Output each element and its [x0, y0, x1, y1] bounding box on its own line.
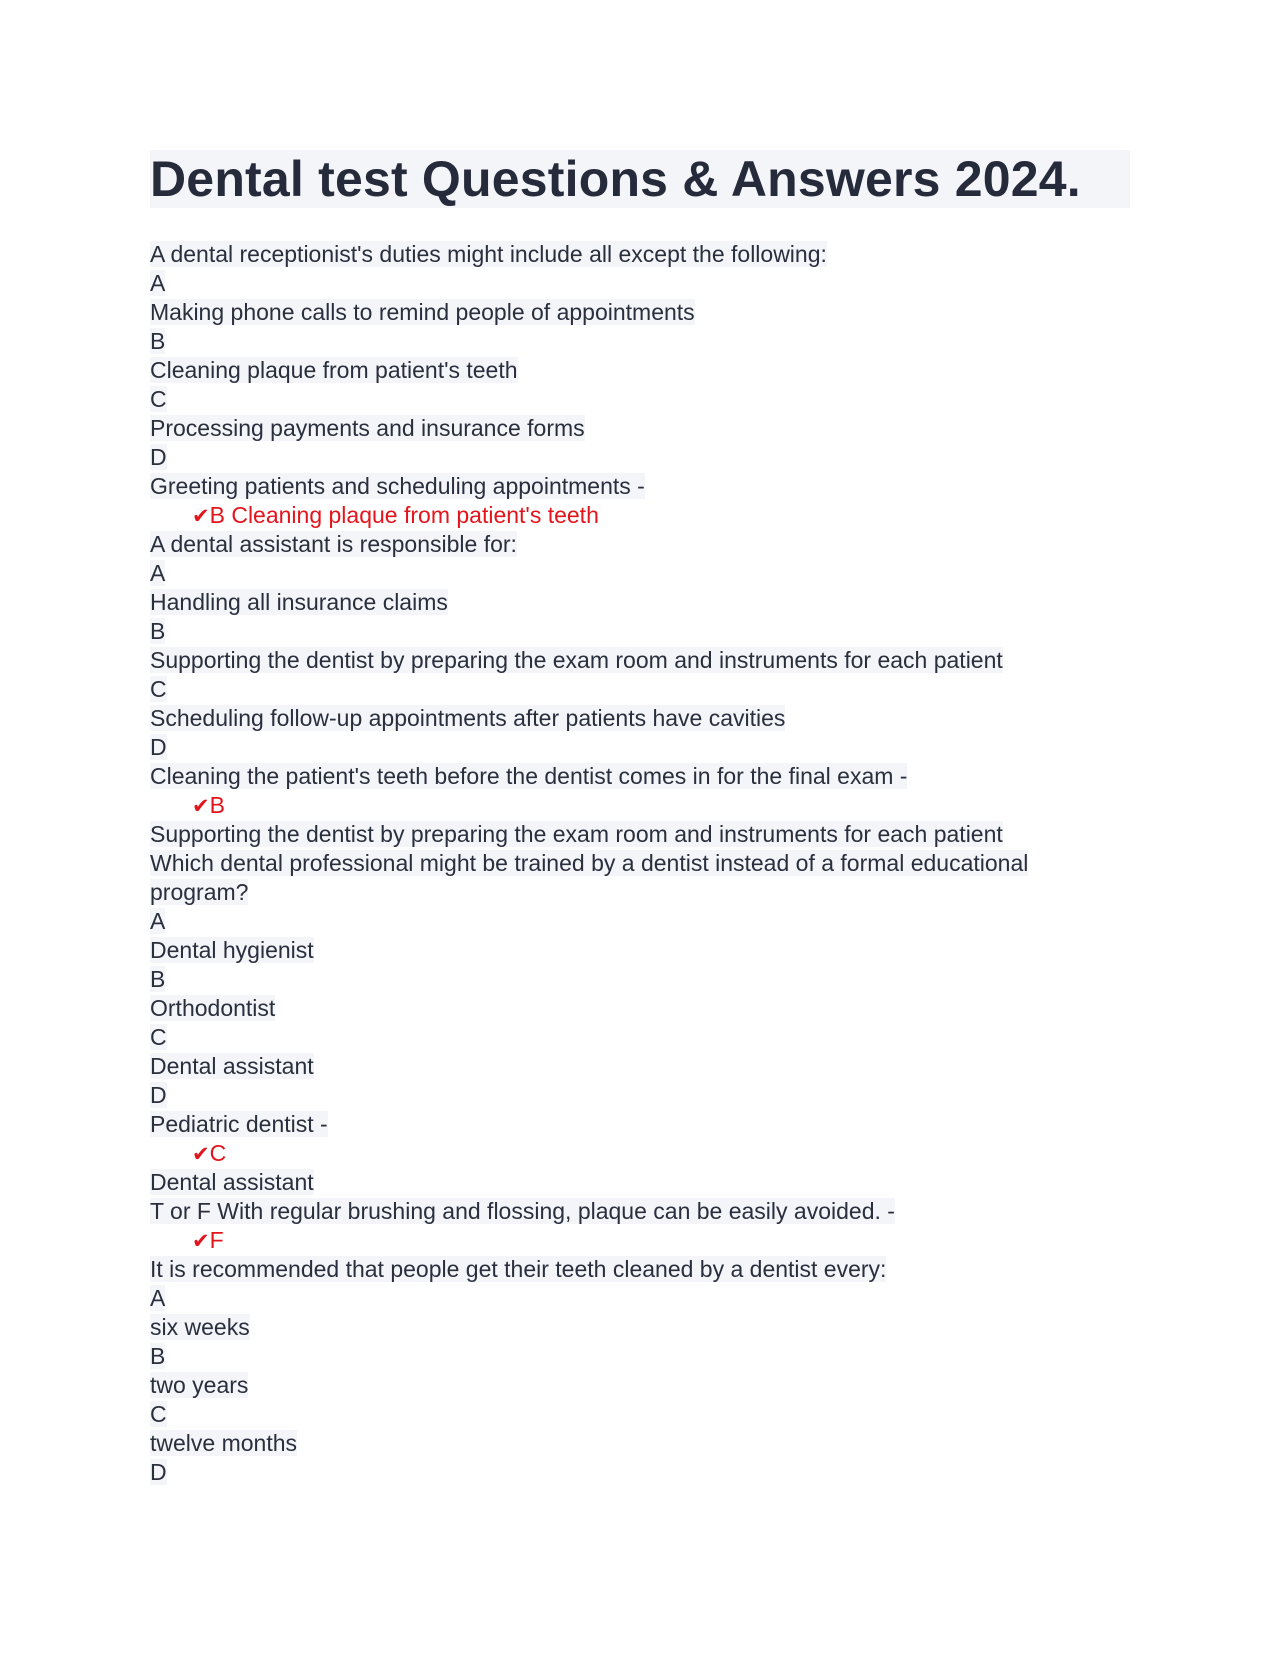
text-line: [150, 617, 1130, 646]
text-line: [150, 1371, 1130, 1400]
text-line: [150, 820, 1130, 849]
answer-line: [150, 501, 1130, 530]
checkmark-icon: ✔: [192, 794, 210, 818]
text-line: [150, 1342, 1130, 1371]
text-line: [150, 530, 1130, 559]
line-text: A dental receptionist's duties might include all except the following:: [150, 241, 827, 267]
line-text: Dental assistant: [150, 1169, 314, 1195]
line-text: C: [150, 1024, 167, 1050]
answer-line: [150, 1139, 1130, 1168]
line-text: D: [150, 734, 167, 760]
text-line: [150, 675, 1130, 704]
text-line: [150, 733, 1130, 762]
line-text: D: [150, 1459, 167, 1485]
line-text: six weeks: [150, 1314, 250, 1340]
text-line: [150, 472, 1130, 501]
text-line: [150, 646, 1130, 675]
line-text: Processing payments and insurance forms: [150, 415, 585, 441]
answer-text: C: [209, 1140, 227, 1166]
text-line: [150, 1168, 1130, 1197]
line-text: B: [150, 1343, 166, 1369]
line-text: B: [150, 328, 166, 354]
text-line: [150, 936, 1130, 965]
text-line: [150, 588, 1130, 617]
line-text: Dental assistant: [150, 1053, 314, 1079]
checkmark-icon: ✔: [192, 504, 210, 528]
line-text: Which dental professional might be trained by a dentist instead of a formal educational program?: [150, 850, 1029, 905]
line-text: Supporting the dentist by preparing the exam room and instruments for each patient: [150, 647, 1003, 673]
text-line: [150, 385, 1130, 414]
text-line: [150, 443, 1130, 472]
answer-line: [150, 791, 1130, 820]
line-text: two years: [150, 1372, 249, 1398]
line-text: A: [150, 270, 166, 296]
line-text: C: [150, 1401, 167, 1427]
document-body: [150, 240, 1130, 1487]
line-text: B: [150, 966, 166, 992]
answer-line: [150, 1226, 1130, 1255]
line-text: D: [150, 444, 167, 470]
checkmark-icon: ✔: [192, 1142, 210, 1166]
line-text: A: [150, 560, 166, 586]
text-line: [150, 1400, 1130, 1429]
text-line: [150, 1255, 1130, 1284]
text-line: [150, 849, 1130, 907]
text-line: [150, 1313, 1130, 1342]
text-line: [150, 327, 1130, 356]
line-text: It is recommended that people get their teeth cleaned by a dentist every:: [150, 1256, 887, 1282]
line-text: B: [150, 618, 166, 644]
text-line: [150, 414, 1130, 443]
text-line: [150, 1429, 1130, 1458]
text-line: [150, 1197, 1130, 1226]
text-line: [150, 762, 1130, 791]
text-line: [150, 356, 1130, 385]
line-text: twelve months: [150, 1430, 298, 1456]
line-text: Orthodontist: [150, 995, 276, 1021]
line-text: Making phone calls to remind people of appointments: [150, 299, 695, 325]
text-line: [150, 1110, 1130, 1139]
text-line: [150, 907, 1130, 936]
line-text: Greeting patients and scheduling appointments -: [150, 473, 645, 499]
text-line: [150, 704, 1130, 733]
answer-text: B: [209, 792, 225, 818]
text-line: [150, 994, 1130, 1023]
line-text: D: [150, 1082, 167, 1108]
text-line: [150, 298, 1130, 327]
line-text: A dental assistant is responsible for:: [150, 531, 517, 557]
line-text: Supporting the dentist by preparing the exam room and instruments for each patient: [150, 821, 1003, 847]
line-text: Cleaning plaque from patient's teeth: [150, 357, 518, 383]
text-line: [150, 1023, 1130, 1052]
line-text: Cleaning the patient's teeth before the dentist comes in for the final exam -: [150, 763, 908, 789]
text-line: [150, 1458, 1130, 1487]
line-text: Pediatric dentist -: [150, 1111, 328, 1137]
line-text: C: [150, 676, 167, 702]
answer-text: F: [209, 1227, 224, 1253]
checkmark-icon: ✔: [192, 1229, 210, 1253]
answer-text: B Cleaning plaque from patient's teeth: [209, 502, 599, 528]
line-text: A: [150, 908, 166, 934]
text-line: [150, 1052, 1130, 1081]
document-page: [150, 150, 1130, 1487]
line-text: Dental hygienist: [150, 937, 314, 963]
text-line: [150, 240, 1130, 269]
text-line: [150, 1081, 1130, 1110]
line-text: A: [150, 1285, 166, 1311]
line-text: Handling all insurance claims: [150, 589, 448, 615]
text-line: [150, 269, 1130, 298]
text-line: [150, 559, 1130, 588]
text-line: [150, 965, 1130, 994]
page-title: Dental test Questions & Answers 2024.: [150, 150, 1130, 208]
line-text: T or F With regular brushing and flossing, plaque can be easily avoided. -: [150, 1198, 895, 1224]
line-text: Scheduling follow-up appointments after patients have cavities: [150, 705, 786, 731]
line-text: C: [150, 386, 167, 412]
text-line: [150, 1284, 1130, 1313]
